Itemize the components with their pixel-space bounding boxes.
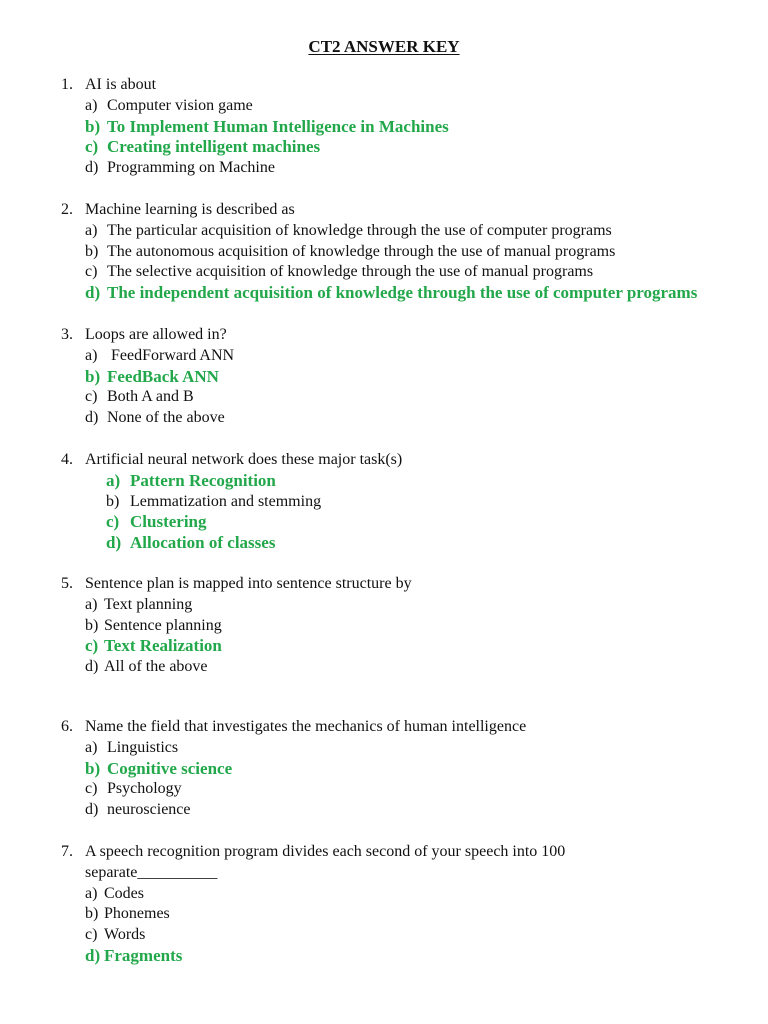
option [85,884,144,904]
option-letter: a) [85,346,98,364]
option-letter: c) [85,780,98,798]
option [85,221,612,241]
option [85,616,222,636]
option [85,657,208,677]
option-letter: d) [106,533,122,553]
option-text: Linguistics [107,738,179,756]
question-text: Machine learning is described as [85,201,295,218]
question-text: Name the field that investigates the mechanics of human intelligence [85,718,527,735]
option-text: All of the above [104,658,208,676]
option-text: Clustering [130,512,207,532]
page-title-text: CT2 ANSWER KEY [308,37,460,56]
option-text: The selective acquisition of knowledge through the use of manual programs [107,263,594,281]
option-letter: b) [85,242,99,260]
option-text: Programming on Machine [107,159,275,177]
option-letter: c) [85,926,98,944]
question-text: A speech recognition program divides each second of your speech into 100 [85,843,566,860]
option-text: Words [104,926,146,944]
option-text: Cognitive science [107,758,233,778]
question-text: Sentence plan is mapped into sentence structure by [85,575,412,592]
option-letter: c) [85,263,98,281]
option-text: To Implement Human Intelligence in Machines [107,116,449,136]
question-number: 7. [61,843,73,860]
option-letter: a) [85,96,98,114]
option-text: Pattern Recognition [130,470,276,490]
option-text: Lemmatization and stemming [130,492,322,510]
correct-option [106,512,207,532]
option [106,492,321,512]
option-letter: c) [106,512,120,532]
correct-option [85,636,222,656]
option-letter: a) [106,470,121,490]
option-letter: c) [85,388,98,406]
option-text: neuroscience [107,801,191,819]
option-text: Both A and B [107,388,194,406]
option [85,96,253,116]
correct-option [85,137,320,157]
question-number: 2. [61,201,73,218]
option-letter: b) [85,116,101,136]
correct-option [106,471,276,491]
option [85,346,234,366]
option [85,387,194,407]
option-text: Phonemes [104,905,170,923]
option-letter: a) [85,595,98,613]
option-letter: b) [85,905,99,923]
option-text: Sentence planning [104,616,222,634]
option-letter: b) [85,758,101,778]
option [85,408,225,428]
option [85,904,170,924]
option-letter: d) [85,409,99,427]
option-text: Codes [104,884,144,902]
option-letter: d) [85,658,99,676]
page-title [0,37,768,57]
question-number: 3. [61,326,73,343]
option-text: Text Realization [104,636,222,656]
correct-option [85,759,232,779]
option-letter: d) [85,283,101,303]
option-text: Allocation of classes [130,533,276,553]
correct-option [85,117,449,137]
option-letter: d) [85,159,99,177]
option-letter: d) [85,946,101,965]
correct-option [106,533,275,553]
option-text: Psychology [107,780,182,798]
option-text: The particular acquisition of knowledge through the use of computer programs [107,221,612,239]
option-letter: a) [85,738,98,756]
option-letter: a) [85,221,98,239]
option [85,800,191,820]
option-text: Computer vision game [107,96,253,114]
option-letter: c) [85,636,99,656]
option-letter: b) [85,366,101,386]
option-text: FeedBack ANN [107,366,219,386]
question-number: 1. [61,76,73,93]
option-text: FeedForward ANN [107,346,235,364]
question-number: 6. [61,718,73,735]
question-text: separate__________ [85,863,218,881]
option-text: Text planning [104,595,193,613]
option-letter: a) [85,884,98,902]
correct-option [85,946,182,966]
option [85,925,145,945]
correct-option [85,367,219,387]
option-text: The independent acquisition of knowledge through the use of computer programs [107,283,698,303]
option-text: None of the above [107,409,225,427]
option [85,738,178,758]
option-letter: b) [85,616,99,634]
option-text: Creating intelligent machines [107,137,321,157]
option [85,242,615,262]
option-text: Fragments [104,946,183,965]
option [85,779,182,799]
question-text: Loops are allowed in? [85,326,227,343]
option-letter: d) [85,801,99,819]
question-text: AI is about [85,76,157,93]
question-text: Artificial neural network does these major task(s) [85,451,403,468]
question-number: 5. [61,575,73,592]
option [85,158,275,178]
question-number: 4. [61,451,73,468]
option-letter: b) [106,492,120,510]
option-letter: c) [85,137,99,157]
option [85,595,192,615]
option-text: The autonomous acquisition of knowledge through the use of manual programs [107,242,616,260]
option [85,262,593,282]
correct-option [85,283,697,303]
